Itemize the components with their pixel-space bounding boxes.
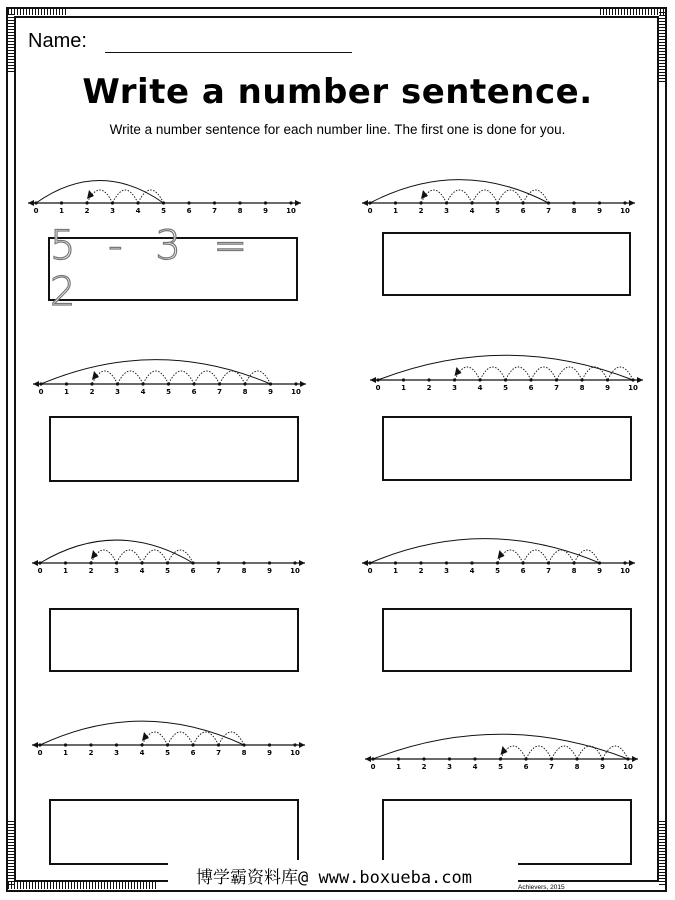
tick-mark	[470, 561, 473, 564]
copyright: Achievers, 2015	[518, 884, 565, 891]
example-answer: 5 - 3 = 2	[50, 223, 257, 315]
tick-label: 6	[523, 763, 529, 771]
tick-mark	[499, 757, 502, 760]
tick-label: 1	[64, 388, 69, 396]
tick-label: 1	[396, 763, 401, 771]
number-line-8	[365, 721, 645, 771]
tick-mark	[268, 743, 271, 746]
tick-label: 2	[88, 567, 94, 575]
axis-arrow-right	[629, 560, 635, 566]
tick-label: 3	[452, 384, 457, 392]
answer-box-7[interactable]	[49, 799, 299, 865]
jump-arc	[169, 371, 195, 384]
tick-mark	[64, 743, 67, 746]
name-field[interactable]	[105, 52, 352, 53]
tick-label: 7	[546, 207, 551, 215]
tick-mark	[294, 382, 297, 385]
tick-label: 0	[375, 384, 381, 392]
tick-label: 0	[37, 749, 43, 757]
tick-label: 5	[498, 763, 503, 771]
tick-label: 10	[291, 388, 301, 396]
answer-box-8[interactable]	[382, 799, 632, 865]
jump-arc	[582, 367, 608, 380]
tick-label: 6	[190, 749, 196, 757]
tick-label: 7	[212, 207, 217, 215]
answer-box-5[interactable]	[49, 608, 299, 672]
answer-box-1[interactable]	[48, 223, 298, 315]
tick-mark	[187, 201, 190, 204]
tick-label: 2	[84, 207, 90, 215]
jump-arc	[472, 190, 498, 203]
tick-mark	[394, 201, 397, 204]
tick-mark	[293, 743, 296, 746]
tick-label: 1	[63, 749, 68, 757]
tick-mark	[623, 201, 626, 204]
tick-mark	[217, 561, 220, 564]
tick-label: 4	[135, 207, 141, 215]
axis-arrow-right	[632, 756, 638, 762]
jump-arc	[557, 367, 583, 380]
jump-arrowhead	[498, 550, 505, 559]
tick-label: 3	[444, 567, 449, 575]
tick-label: 2	[421, 763, 427, 771]
watermark: 博学霸资料库@ www.boxueba.com	[168, 860, 518, 890]
number-line-2	[362, 165, 642, 215]
tick-mark	[419, 561, 422, 564]
tick-label: 9	[267, 749, 272, 757]
jump-arc	[143, 371, 169, 384]
tick-label: 10	[290, 567, 300, 575]
answer-box-6[interactable]	[382, 608, 632, 672]
tick-mark	[445, 561, 448, 564]
tick-label: 10	[620, 567, 630, 575]
tick-label: 0	[370, 763, 376, 771]
jump-arc	[480, 367, 506, 380]
tick-label: 6	[520, 567, 526, 575]
instructions: Write a number sentence for each number line. The first one is done for you.	[109, 122, 566, 137]
jump-arc	[523, 550, 549, 563]
tick-label: 3	[115, 388, 120, 396]
total-arc	[378, 355, 633, 380]
answer-box-4[interactable]	[382, 416, 632, 481]
axis-arrow-left	[362, 200, 368, 206]
tick-label: 5	[503, 384, 508, 392]
tick-label: 8	[237, 207, 243, 215]
jump-arc	[193, 732, 219, 745]
tick-label: 5	[165, 749, 170, 757]
tick-label: 3	[110, 207, 115, 215]
axis-arrow-right	[629, 200, 635, 206]
tick-label: 9	[597, 207, 602, 215]
tick-label: 9	[267, 567, 272, 575]
tick-label: 1	[63, 567, 68, 575]
page-title: Write a number sentence.	[82, 72, 593, 112]
tick-label: 6	[191, 388, 197, 396]
tick-mark	[448, 757, 451, 760]
answer-box-2[interactable]	[382, 232, 631, 296]
tick-label: 5	[495, 207, 500, 215]
border-hatch-top-right	[600, 9, 664, 15]
border-hatch-right-bottom	[659, 820, 665, 885]
tick-mark	[394, 561, 397, 564]
tick-label: 7	[546, 567, 551, 575]
tick-label: 10	[286, 207, 296, 215]
axis-arrow-left	[370, 377, 376, 383]
jump-arc	[447, 190, 473, 203]
axis-arrow-right	[299, 742, 305, 748]
tick-mark	[115, 743, 118, 746]
tick-label: 2	[426, 384, 432, 392]
tick-label: 10	[628, 384, 638, 392]
tick-mark	[268, 561, 271, 564]
jump-arrowhead	[421, 190, 428, 199]
tick-label: 0	[367, 207, 373, 215]
total-arc	[40, 540, 193, 563]
tick-mark	[427, 378, 430, 381]
tick-label: 7	[216, 749, 221, 757]
tick-mark	[289, 201, 292, 204]
tick-label: 9	[600, 763, 605, 771]
tick-mark	[90, 382, 93, 385]
axis-arrow-left	[32, 742, 38, 748]
tick-mark	[242, 561, 245, 564]
tick-mark	[89, 561, 92, 564]
tick-mark	[89, 743, 92, 746]
jump-arc	[138, 190, 164, 203]
tick-label: 6	[186, 207, 192, 215]
total-arc	[40, 721, 244, 745]
tick-label: 2	[89, 388, 95, 396]
total-arc	[370, 180, 549, 203]
tick-label: 7	[217, 388, 222, 396]
jump-arc	[506, 367, 532, 380]
number-line-5	[32, 525, 312, 575]
jump-arrowhead	[92, 371, 99, 380]
tick-mark	[572, 201, 575, 204]
axis-arrow-left	[365, 756, 371, 762]
axis-arrow-left	[362, 560, 368, 566]
tick-label: 4	[469, 207, 475, 215]
tick-label: 8	[241, 567, 247, 575]
tick-label: 9	[268, 388, 273, 396]
tick-label: 3	[114, 749, 119, 757]
jump-arrowhead	[91, 550, 98, 559]
jump-arc	[577, 746, 603, 759]
tick-label: 4	[477, 384, 483, 392]
tick-label: 0	[33, 207, 39, 215]
jump-arc	[113, 190, 139, 203]
tick-mark	[60, 201, 63, 204]
number-line-3	[33, 346, 313, 396]
axis-arrow-right	[299, 560, 305, 566]
tick-mark	[473, 757, 476, 760]
tick-mark	[422, 757, 425, 760]
jump-arc	[118, 371, 144, 384]
tick-label: 7	[549, 763, 554, 771]
tick-label: 10	[620, 207, 630, 215]
tick-label: 8	[571, 567, 577, 575]
number-line-4	[370, 342, 650, 392]
tick-label: 4	[469, 567, 475, 575]
tick-label: 5	[161, 207, 166, 215]
border-hatch-top-left	[8, 9, 68, 15]
tick-label: 6	[520, 207, 526, 215]
name-label: Name:	[28, 30, 87, 52]
jump-arc	[526, 746, 552, 759]
tick-label: 7	[216, 567, 221, 575]
tick-label: 3	[114, 567, 119, 575]
tick-label: 10	[290, 749, 300, 757]
tick-label: 8	[242, 388, 248, 396]
border-hatch-bottom-left	[8, 882, 158, 889]
answer-box-3[interactable]	[49, 416, 299, 482]
number-line-1	[28, 165, 308, 215]
tick-label: 9	[263, 207, 268, 215]
tick-mark	[453, 378, 456, 381]
tick-label: 8	[579, 384, 585, 392]
jump-arrowhead	[87, 190, 94, 199]
tick-mark	[85, 201, 88, 204]
tick-label: 2	[418, 207, 424, 215]
jump-arc	[142, 550, 168, 563]
jump-arrowhead	[142, 732, 149, 741]
jump-arc	[117, 550, 143, 563]
tick-mark	[598, 201, 601, 204]
tick-label: 2	[418, 567, 424, 575]
tick-label: 1	[401, 384, 406, 392]
tick-mark	[238, 201, 241, 204]
tick-label: 4	[139, 567, 145, 575]
tick-label: 6	[190, 567, 196, 575]
tick-mark	[140, 743, 143, 746]
tick-label: 4	[472, 763, 478, 771]
axis-arrow-left	[32, 560, 38, 566]
tick-label: 0	[37, 567, 43, 575]
tick-label: 8	[574, 763, 580, 771]
tick-mark	[64, 561, 67, 564]
tick-label: 1	[59, 207, 64, 215]
tick-label: 0	[367, 567, 373, 575]
tick-mark	[397, 757, 400, 760]
tick-mark	[496, 561, 499, 564]
total-arc	[373, 734, 628, 759]
tick-label: 6	[528, 384, 534, 392]
tick-label: 2	[88, 749, 94, 757]
tick-mark	[213, 201, 216, 204]
axis-arrow-right	[300, 381, 306, 387]
axis-arrow-right	[295, 200, 301, 206]
axis-arrow-right	[637, 377, 643, 383]
tick-label: 10	[623, 763, 633, 771]
tick-label: 1	[393, 567, 398, 575]
jump-arrowhead	[455, 367, 462, 376]
total-arc	[36, 181, 164, 203]
tick-label: 9	[605, 384, 610, 392]
axis-arrow-left	[28, 200, 34, 206]
tick-mark	[419, 201, 422, 204]
tick-label: 8	[571, 207, 577, 215]
tick-label: 5	[166, 388, 171, 396]
tick-mark	[623, 561, 626, 564]
tick-label: 5	[165, 567, 170, 575]
number-line-7	[32, 707, 312, 757]
jump-arc	[194, 371, 220, 384]
tick-mark	[65, 382, 68, 385]
tick-mark	[293, 561, 296, 564]
jump-arc	[552, 746, 578, 759]
tick-label: 4	[139, 749, 145, 757]
jump-arc	[498, 190, 524, 203]
tick-label: 4	[140, 388, 146, 396]
tick-label: 5	[495, 567, 500, 575]
tick-label: 7	[554, 384, 559, 392]
tick-mark	[264, 201, 267, 204]
tick-label: 3	[444, 207, 449, 215]
jump-arc	[531, 367, 557, 380]
tick-mark	[402, 378, 405, 381]
border-hatch-left-top	[8, 12, 14, 72]
number-line-6	[362, 525, 642, 575]
jump-arc	[168, 732, 194, 745]
axis-arrow-left	[33, 381, 39, 387]
tick-label: 0	[38, 388, 44, 396]
tick-label: 1	[393, 207, 398, 215]
jump-arrowhead	[501, 746, 508, 755]
tick-label: 9	[597, 567, 602, 575]
tick-label: 3	[447, 763, 452, 771]
tick-label: 8	[241, 749, 247, 757]
border-hatch-left-bottom	[8, 820, 14, 885]
